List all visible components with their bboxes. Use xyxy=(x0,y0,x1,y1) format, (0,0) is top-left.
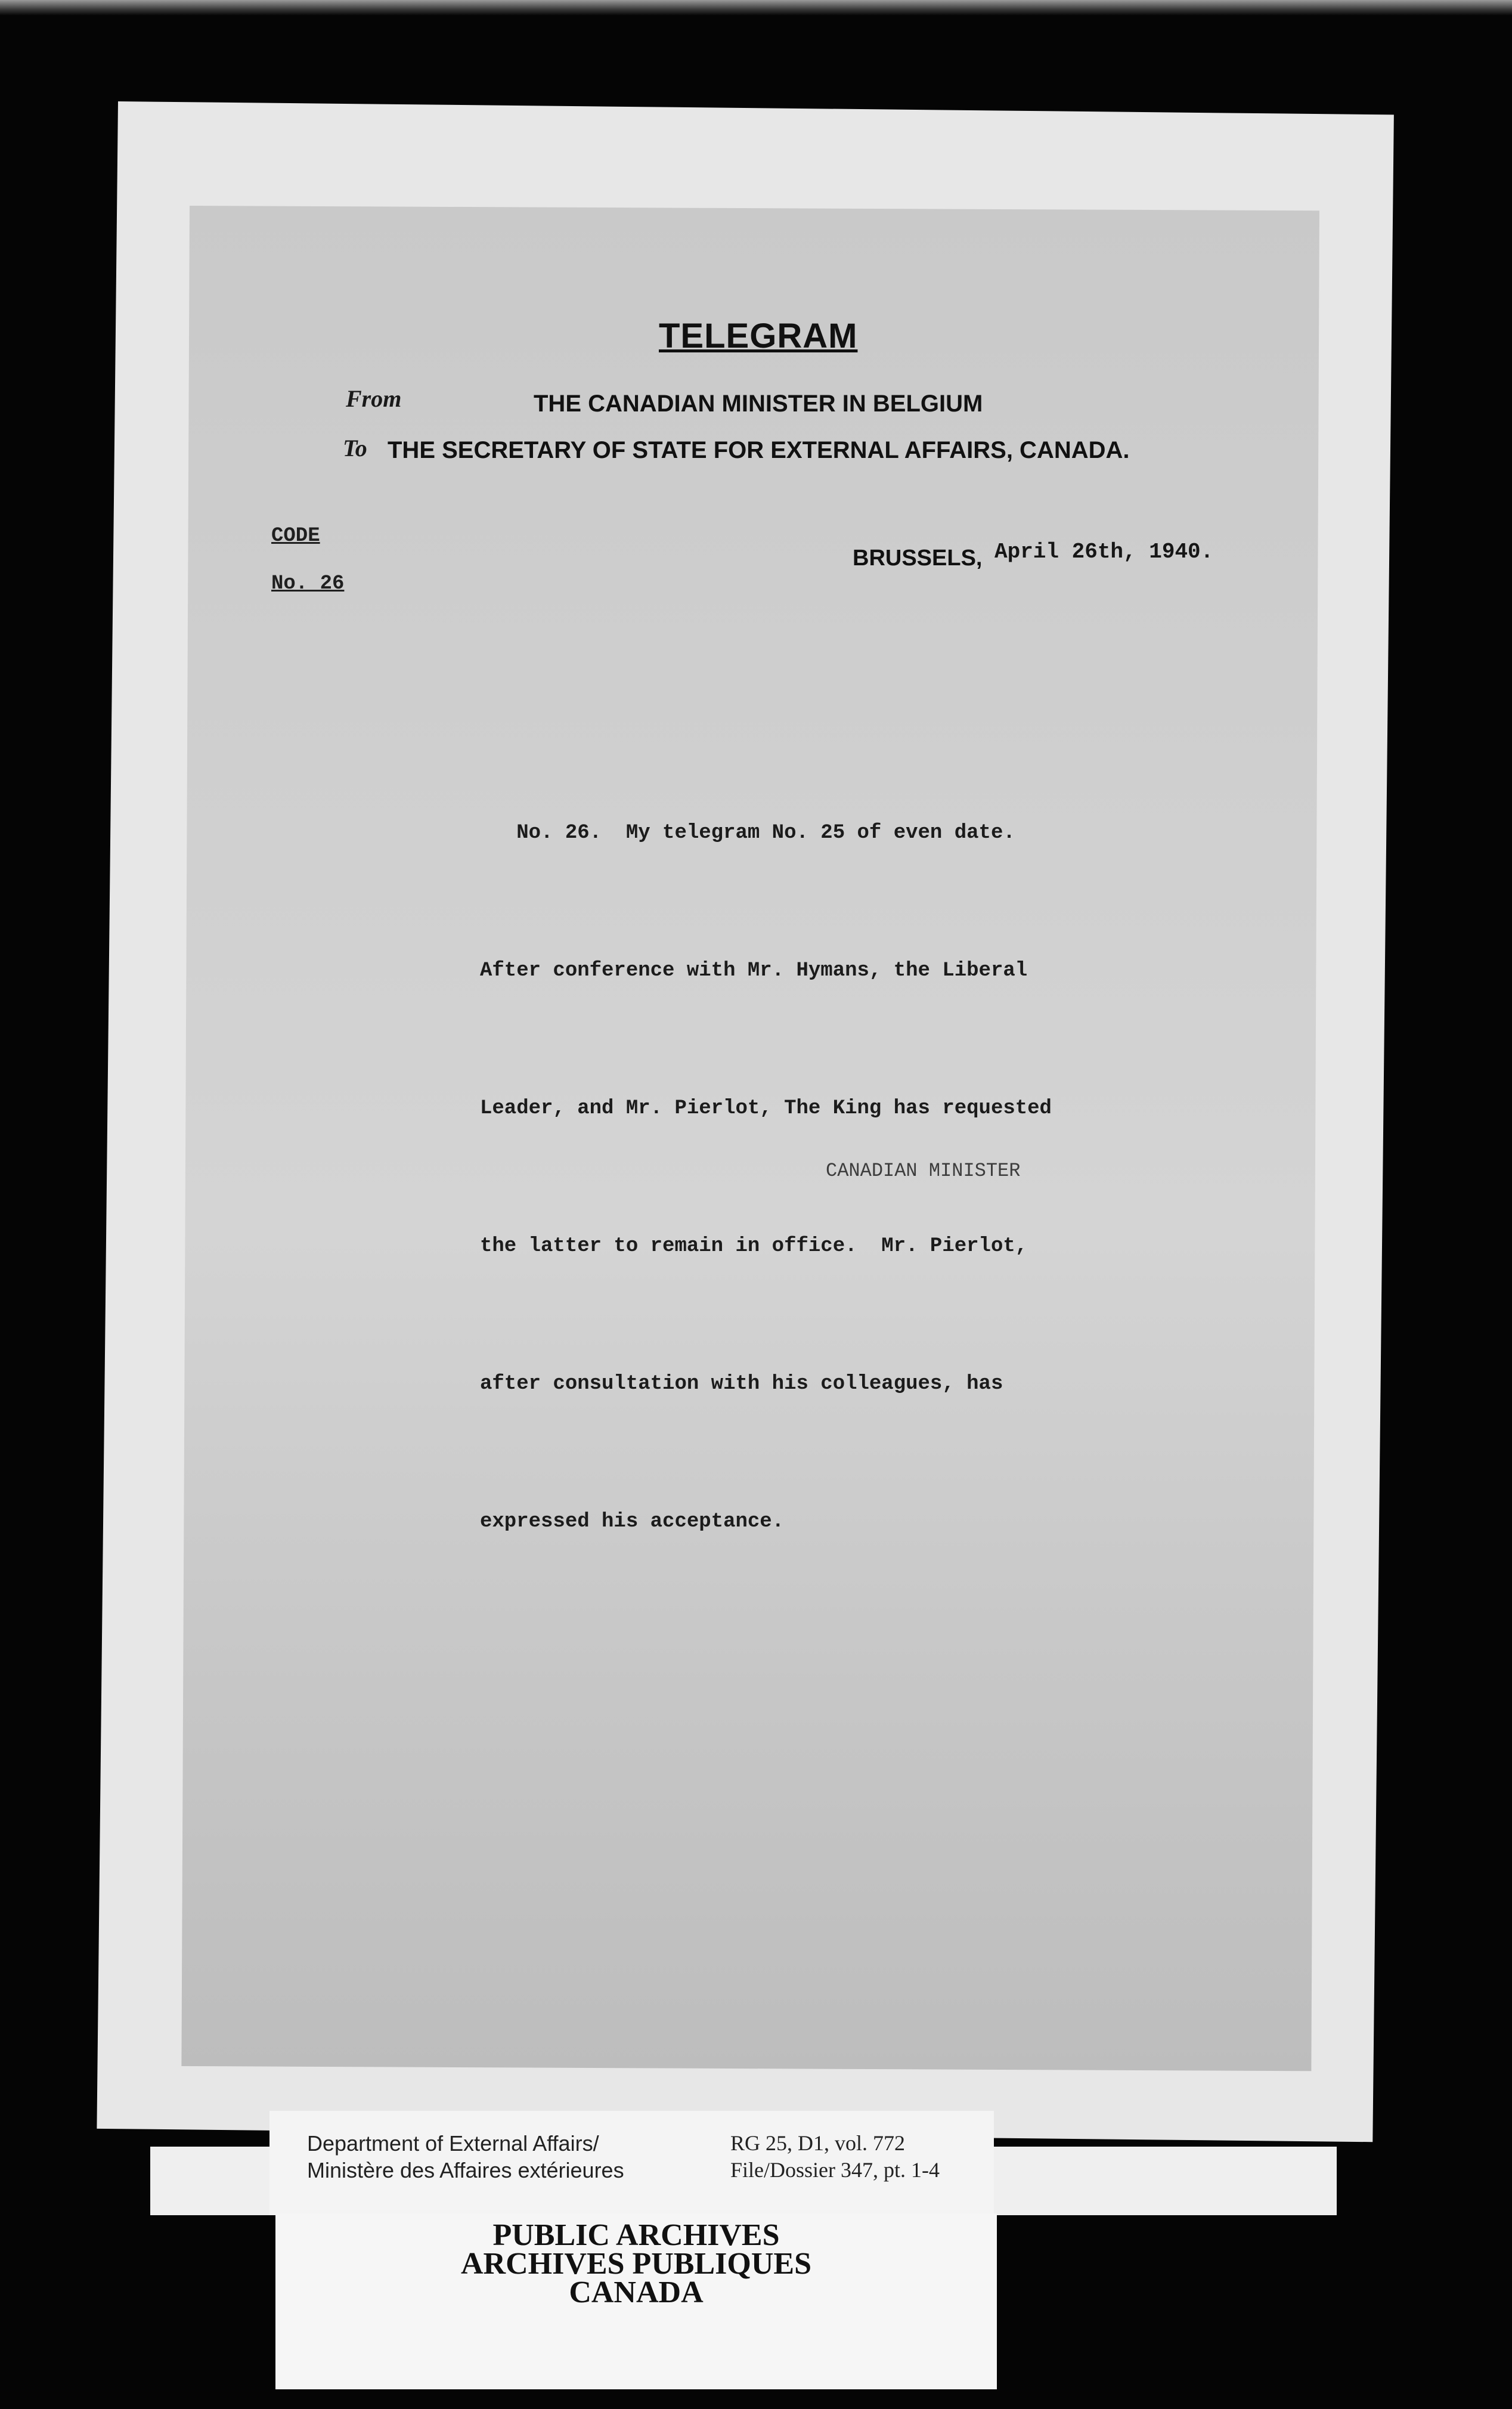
archive-stamp xyxy=(275,2218,997,2309)
stamp-line-3: CANADA xyxy=(569,2275,704,2309)
stamp-line-1: PUBLIC ARCHIVES xyxy=(492,2218,780,2252)
reference-line-1: RG 25, D1, vol. 772 xyxy=(730,2131,906,2155)
body-line: No. 26. My telegram No. 25 of even date. xyxy=(480,822,1015,844)
department-en: Department of External Affairs/ xyxy=(307,2131,599,2156)
reference-line-2: File/Dossier 347, pt. 1-4 xyxy=(730,2158,940,2182)
body-line: After conference with Mr. Hymans, the Liberal xyxy=(480,959,1028,982)
body-line: Leader, and Mr. Pierlot, The King has requested xyxy=(480,1097,1052,1120)
reference-text xyxy=(730,2130,940,2184)
department-text xyxy=(307,2130,624,2184)
body-line: after consultation with his colleagues, has xyxy=(480,1373,1003,1395)
telegram-number: No. 26 xyxy=(271,572,345,595)
to-value: THE SECRETARY OF STATE FOR EXTERNAL AFFAIRS, CANADA. xyxy=(388,437,1130,463)
body-line: the latter to remain in office. Mr. Pierlot, xyxy=(480,1235,1028,1258)
to-label: To xyxy=(343,435,367,462)
telegram-title: TELEGRAM xyxy=(659,317,858,355)
department-fr: Ministère des Affaires extérieures xyxy=(307,2158,624,2182)
from-value: THE CANADIAN MINISTER IN BELGIUM xyxy=(534,391,983,417)
body-line: expressed his acceptance. xyxy=(480,1510,785,1533)
telegram-body xyxy=(480,719,1195,1591)
code-marker: CODE xyxy=(271,525,320,547)
date: April 26th, 1940. xyxy=(994,540,1214,564)
place: BRUSSELS, xyxy=(853,546,983,571)
from-label: From xyxy=(346,385,402,412)
signature: CANADIAN MINISTER xyxy=(826,1160,1021,1182)
stamp-line-2: ARCHIVES PUBLIQUES xyxy=(460,2247,812,2281)
film-edge xyxy=(0,0,1512,16)
